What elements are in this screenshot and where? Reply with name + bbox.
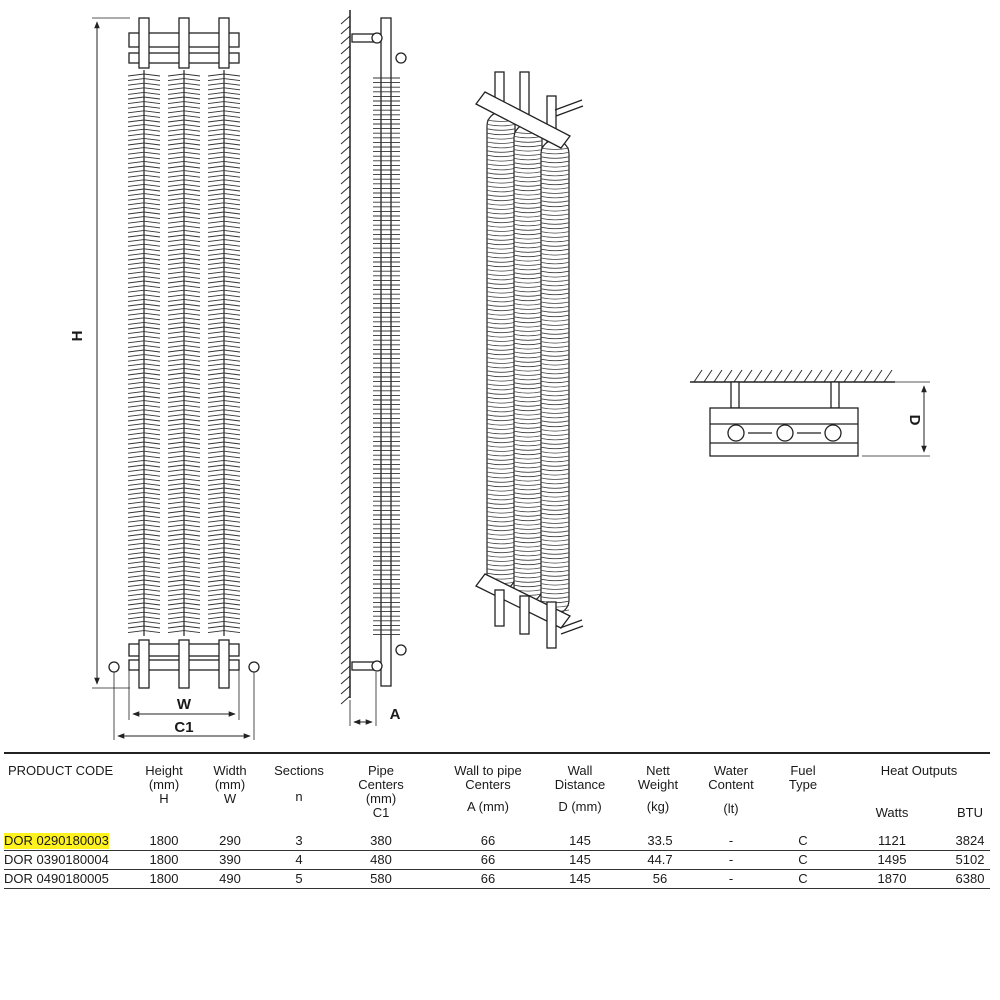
dim-label-d: D	[906, 414, 923, 426]
header-width: Width (mm) W	[213, 763, 247, 806]
header-heat-outputs: Heat Outputs	[880, 763, 958, 778]
header-nett-weight: Nett Weight (kg)	[637, 763, 679, 814]
cell-wall-distance: 145	[569, 871, 591, 886]
cell-watts: 1495	[877, 852, 907, 867]
dim-label-h: H	[69, 330, 86, 342]
cell-product-code: DOR 0390180004	[4, 852, 109, 867]
cell-wall-distance: 145	[569, 833, 591, 848]
cell-wall-to-pipe: 66	[480, 871, 496, 886]
cell-product-code: DOR 0290180003	[4, 833, 109, 848]
cell-height: 1800	[149, 871, 179, 886]
table-row	[4, 851, 990, 870]
cell-btu: 6380	[955, 871, 985, 886]
dim-label-w: W	[176, 696, 192, 713]
header-water-content: Water Content (lt)	[708, 763, 754, 816]
cell-watts: 1121	[878, 833, 906, 848]
cell-pipe-centers: 380	[370, 833, 392, 848]
table-row	[4, 870, 990, 889]
header-sections: Sections n	[274, 763, 324, 804]
cell-sections: 5	[295, 871, 303, 886]
cell-btu: 5102	[955, 852, 985, 867]
perspective-view-drawing	[476, 72, 583, 648]
cell-btu: 3824	[955, 833, 985, 848]
cell-water: -	[728, 852, 734, 867]
cell-weight: 44.7	[647, 852, 673, 867]
header-height: Height (mm) H	[145, 763, 183, 806]
cell-water: -	[728, 833, 734, 848]
cell-fuel: C	[798, 852, 808, 867]
cell-height: 1800	[149, 833, 179, 848]
header-product-code: PRODUCT CODE	[8, 763, 114, 778]
cell-weight: 33.5	[647, 833, 673, 848]
dim-label-c1: C1	[174, 719, 194, 736]
header-btu: BTU	[957, 805, 983, 820]
cell-width: 290	[219, 833, 241, 848]
front-view-drawing	[92, 18, 259, 740]
cell-product-code: DOR 0490180005	[4, 871, 109, 886]
cell-sections: 4	[295, 852, 303, 867]
coil-tubes	[487, 112, 569, 614]
cell-water: -	[728, 871, 734, 886]
table-row	[4, 832, 990, 851]
cell-width: 490	[219, 871, 241, 886]
cell-weight: 56	[652, 871, 668, 886]
header-fuel-type: Fuel Type	[788, 763, 818, 792]
cell-width: 390	[219, 852, 241, 867]
cell-watts: 1870	[877, 871, 907, 886]
header-pipe-centers: Pipe Centers (mm) C1	[358, 763, 404, 820]
header-wall-to-pipe: Wall to pipe Centers A (mm)	[454, 763, 522, 814]
side-view-drawing	[341, 10, 406, 726]
cell-wall-to-pipe: 66	[480, 852, 496, 867]
header-watts: Watts	[875, 805, 909, 820]
cell-fuel: C	[798, 871, 808, 886]
plan-view-drawing	[690, 370, 930, 456]
table-top-rule	[4, 752, 990, 754]
cell-fuel: C	[798, 833, 808, 848]
cell-pipe-centers: 480	[370, 852, 392, 867]
cell-pipe-centers: 580	[370, 871, 392, 886]
cell-wall-distance: 145	[569, 852, 591, 867]
header-wall-distance: Wall Distance D (mm)	[554, 763, 606, 814]
cell-sections: 3	[295, 833, 303, 848]
cell-wall-to-pipe: 66	[480, 833, 496, 848]
cell-height: 1800	[149, 852, 179, 867]
dim-label-a: A	[389, 706, 401, 723]
fin-columns-front	[128, 70, 240, 636]
